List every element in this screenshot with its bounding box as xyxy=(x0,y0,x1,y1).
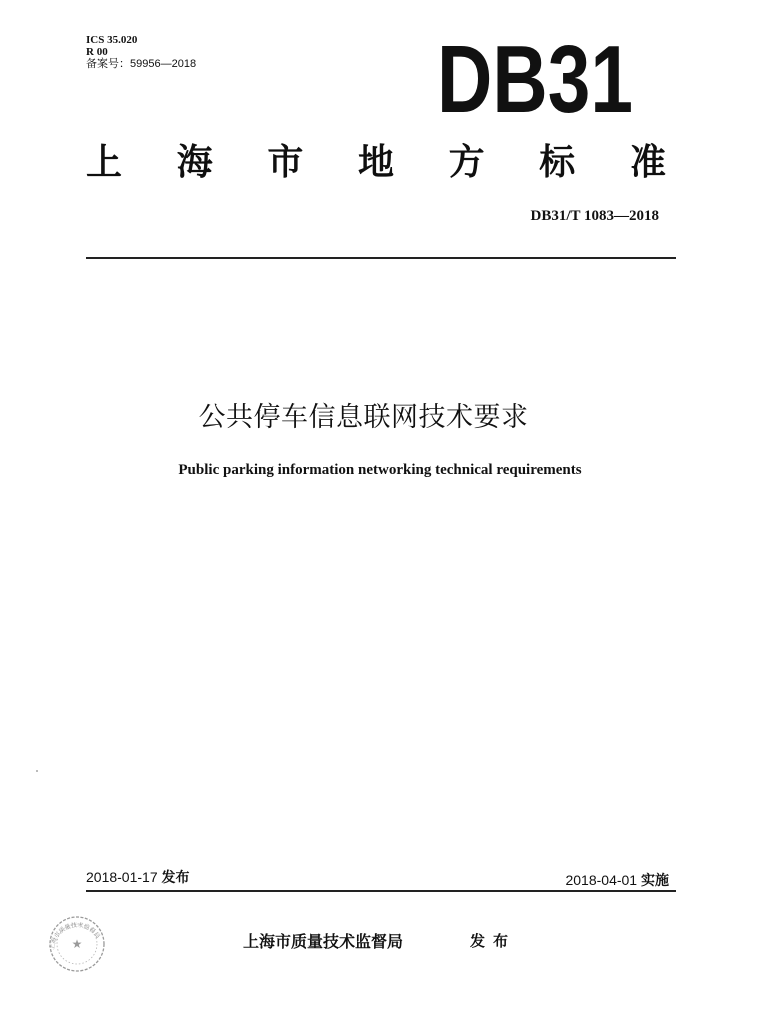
scan-speck xyxy=(36,770,38,772)
seal-text: 上海市质量技术监督局 xyxy=(48,921,102,951)
standard-type-heading xyxy=(86,134,666,185)
standard-type-char: 上 xyxy=(86,142,123,183)
standard-type-char: 市 xyxy=(267,142,304,183)
issue-date-line xyxy=(86,867,190,887)
official-seal-stamp xyxy=(42,910,112,976)
document-title-en: Public parking information networking technical requirements xyxy=(178,462,582,478)
classification-block xyxy=(86,34,196,70)
document-title-cn: 公共停车信息联网技术要求 xyxy=(198,402,529,433)
standard-type-char: 海 xyxy=(176,142,213,183)
publisher-name: 上海市质量技术监督局 xyxy=(243,932,404,951)
standard-type-char: 标 xyxy=(539,142,576,183)
standard-type-char: 准 xyxy=(629,142,666,183)
ics-code: ICS 35.020 xyxy=(86,34,138,46)
issue-label: 发布 xyxy=(161,870,190,886)
implementation-date: 2018-04-01 xyxy=(565,872,638,888)
ccs-code: R 00 xyxy=(86,46,108,58)
standard-type-char: 地 xyxy=(357,142,394,183)
publish-label: 发布 xyxy=(470,932,517,950)
filing-number: 备案号：59956—2018 xyxy=(86,58,197,70)
implementation-label: 实施 xyxy=(641,873,669,889)
seal-star-icon: ★ xyxy=(71,937,83,951)
db31-logo-text: DB31 xyxy=(437,26,633,133)
standard-number: DB31/T 1083—2018 xyxy=(530,208,659,224)
issue-date: 2018-01-17 xyxy=(86,869,158,885)
db31-logo xyxy=(435,26,635,133)
footer-divider xyxy=(86,890,676,892)
standard-type-char: 方 xyxy=(448,142,485,183)
implementation-date-line xyxy=(565,870,669,890)
header-divider xyxy=(86,257,676,259)
